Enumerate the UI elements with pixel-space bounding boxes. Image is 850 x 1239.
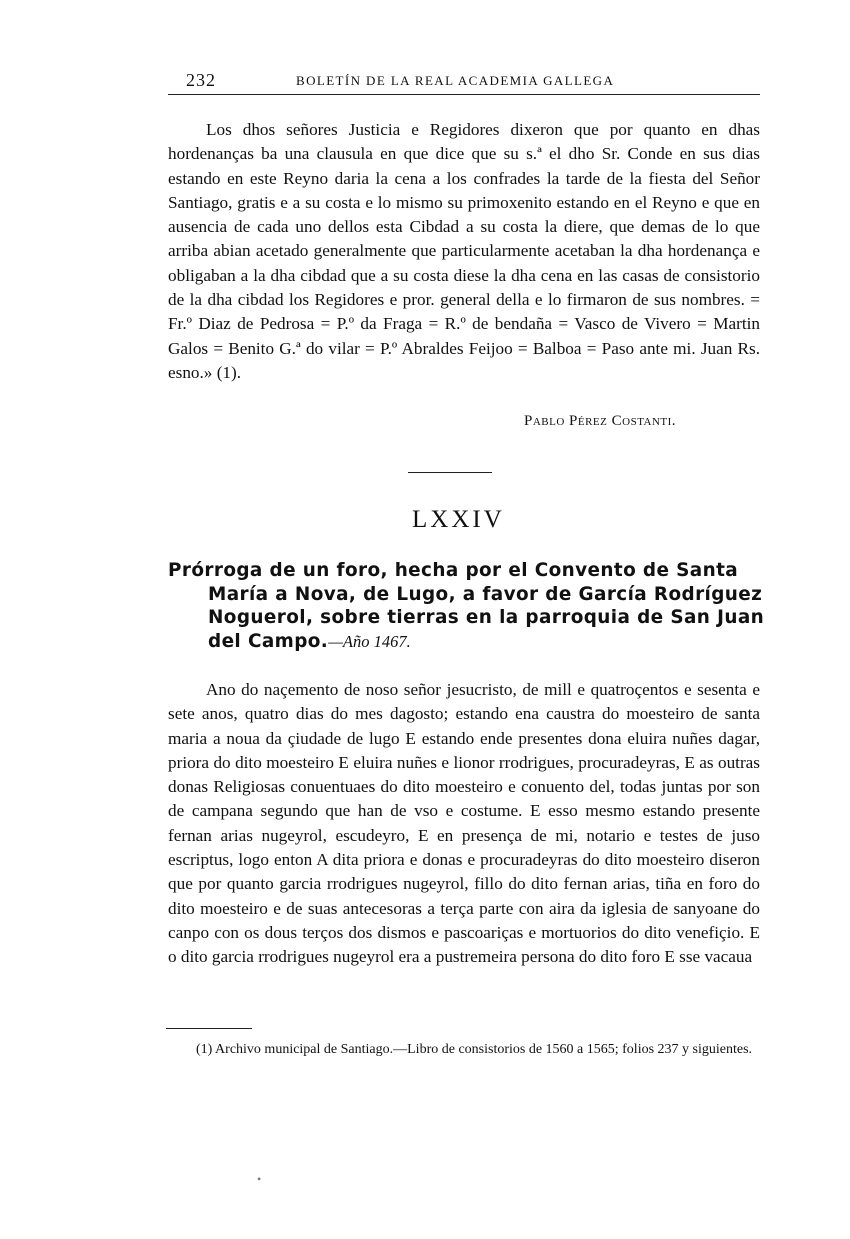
document-title-rest: María a Nova, de Lugo, a favor de García Rodríguez Noguerol, sobre tierras en la parroquia de San Juan del Campo.	[208, 583, 765, 653]
document-body-paragraph: Ano do naçemento de noso señor jesucristo, de mill e quatroçentos e sesenta e sete anos, quatro dias do mes dagosto; estando ena caustra do moesteiro de santa maria a noua da çiudade de lugo E estando ende presentes dona eluira nuñes dagar, priora do dito moesteiro E eluira nuñes e lionor rrodrigues, procuradeyras, E as outras donas Religiosas conuentuaes do dito moesteiro e conuento del, todas juntas por son de campana segundo que han de vso e costume. E esso mesmo estando presente fernan arias nugeyrol, escudeyro, E en presença de mi, notario e testes de juso escriptus, logo enton A dita priora e donas e procuradeyras do dito moesteiro diseron que por quanto garcia rrodrigues nugeyrol, fillo do dito fernan arias, tiña en foro do dito moesteiro e de suas antecesoras a terça parte con aira da iglesia de sanyoane do canpo con os dous terços dos dismos e pascoariças e mortuorios do dito venefiçio. E o dito garcia rrodrigues nugeyrol era a pustremeira persona do dito foro E sse vacaua	[168, 680, 760, 967]
page-number: 232	[186, 70, 216, 90]
footnote	[166, 1040, 762, 1059]
page-speck: •	[257, 1172, 262, 1186]
section-number: LXXIV	[412, 506, 505, 533]
document-body-block	[168, 678, 760, 970]
author-signature: Pablo Pérez Costanti.	[524, 413, 677, 429]
running-head-title: BOLETÍN DE LA REAL ACADEMIA GALLEGA	[296, 73, 615, 88]
document-title	[168, 559, 804, 654]
document-title-line1: Prórroga de un foro, hecha por el Convento de Santa	[168, 560, 739, 581]
previous-document-paragraph: Los dhos señores Justicia e Regidores dixeron que por quanto en dhas hordenanças ba una clausula en que dice que su s.ª el dho Sr. Conde en sus dias estando en este Reyno daria la cena a los confrades la tarde de la fiesta del Señor Santiago, gratis e a su costa e lo mismo su primoxenito estando en el Reyno e que en ausencia de cada uno dellos esta Cibdad a su costa la diere, que demas de lo que arriba abian acetado generalmente que particularmente acetaban la dha hordenança e obligaban a la dha cibdad que a su costa diese la dha cena en las casas de consistorio de la dha cibdad los Regidores e pror. general della e lo firmaron de sus nombres. = Fr.º Diaz de Pedrosa = P.º da Fraga = R.º de bendaña = Vasco de Vivero = Martin Galos = Benito G.ª do vilar = P.º Abraldes Feijoo = Balboa = Paso ante mi. Juan Rs. esno.» (1).	[168, 120, 760, 382]
previous-document-block	[168, 118, 760, 385]
running-header	[168, 68, 760, 95]
section-divider	[408, 472, 492, 473]
document-year: —Año 1467.	[328, 632, 411, 652]
footnote-rule	[166, 1028, 252, 1029]
footnote-text: (1) Archivo municipal de Santiago.—Libro de consistorios de 1560 a 1565; folios 237 y siguientes.	[196, 1042, 753, 1057]
